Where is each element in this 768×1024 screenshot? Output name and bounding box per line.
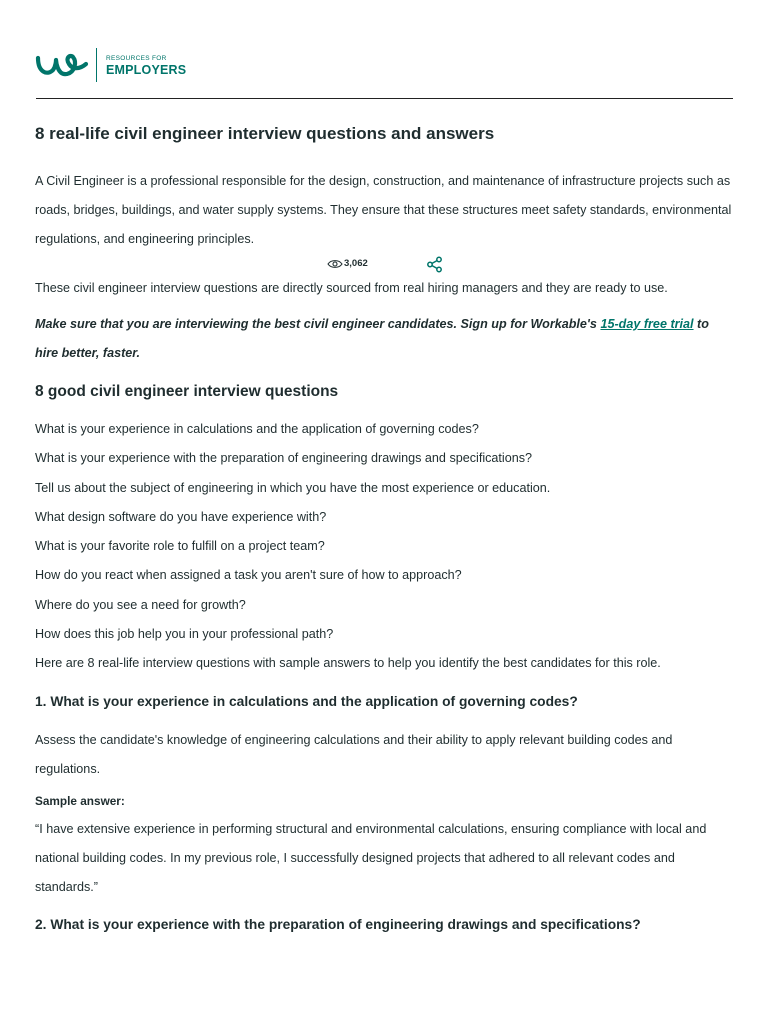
question-item: What is your experience with the preparation of engineering drawings and specifications?: [35, 451, 533, 466]
logo-small-text: RESOURCES FOR: [106, 55, 167, 62]
logo-big-text: EMPLOYERS: [106, 63, 187, 77]
cta-paragraph: [35, 310, 733, 368]
article: [35, 118, 733, 934]
view-count: [327, 258, 368, 269]
share-icon[interactable]: [426, 256, 443, 273]
cta-text-end: to hire better, faster.: [35, 317, 709, 360]
eye-icon: [327, 259, 343, 269]
header-divider: [36, 98, 733, 99]
question-item: What is your favorite role to fulfill on a project team?: [35, 539, 325, 554]
article-stats: [35, 256, 733, 274]
logo-divider: [96, 48, 97, 82]
sourced-paragraph: These civil engineer interview questions are directly sourced from real hiring managers and they are ready to use.: [35, 281, 668, 295]
question-item: Where do you see a need for growth?: [35, 597, 246, 612]
questions-heading: 8 good civil engineer interview questions: [35, 383, 339, 400]
intro-paragraph: A Civil Engineer is a professional responsible for the design, construction, and maintenance of infrastructure projects such as roads, bridges, buildings, and water supply systems. They ensure that these structures meet safety standards, environmental regulations, and engineering principles.: [35, 174, 732, 246]
question-item: How does this job help you in your professional path?: [35, 627, 334, 642]
site-header: [35, 46, 186, 84]
question-list: [35, 415, 733, 679]
question-1-assess: Assess the candidate's knowledge of engineering calculations and their ability to apply relevant building codes and regulations.: [35, 732, 673, 776]
question-item: How do you react when assigned a task you aren't sure of how to approach?: [35, 568, 462, 583]
question-item: What is your experience in calculations and the application of governing codes?: [35, 422, 479, 436]
question-item: What design software do you have experience with?: [35, 509, 327, 524]
cta-text: Make sure that you are interviewing the best civil engineer candidates. Sign up for Workable's: [35, 317, 601, 331]
logo-text[interactable]: [106, 53, 186, 77]
free-trial-link[interactable]: 15-day free trial: [600, 317, 694, 331]
question-1-sample-answer: “I have extensive experience in performing structural and environmental calculations, ensuring compliance with local and national building codes. In my previous role, I successfully designed projects that adhered to all relevant codes and standards.”: [35, 821, 707, 894]
question-item: Tell us about the subject of engineering in which you have the most experience or education.: [35, 480, 551, 495]
view-count-value: 3,062: [344, 258, 368, 269]
sample-intro: Here are 8 real-life interview questions with sample answers to help you identify the best candidates for this role.: [35, 656, 661, 671]
sample-answer-label: Sample answer:: [35, 793, 125, 808]
workable-logo-icon[interactable]: [35, 48, 89, 82]
question-1-heading: 1. What is your experience in calculations and the application of governing codes?: [35, 693, 578, 709]
article-title: 8 real-life civil engineer interview questions and answers: [35, 124, 495, 143]
question-2-heading: 2. What is your experience with the preparation of engineering drawings and specifications?: [35, 916, 641, 932]
